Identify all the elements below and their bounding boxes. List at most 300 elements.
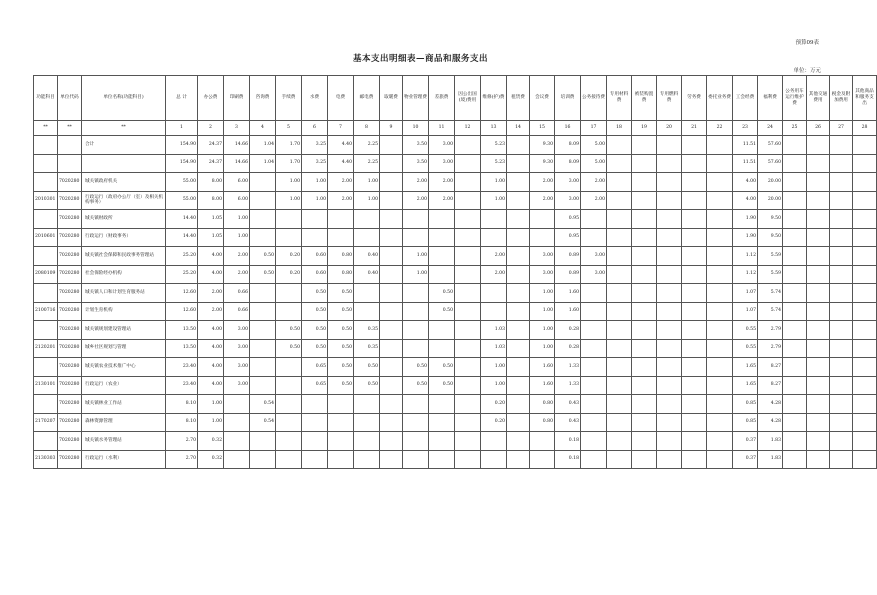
amount-cell	[507, 302, 530, 321]
unit-code-cell: 7020280	[58, 210, 82, 229]
amount-cell	[830, 413, 853, 432]
amount-cell	[403, 395, 429, 414]
unit-name-cell: 城关镇政府机关	[82, 173, 166, 192]
amount-cell	[302, 210, 328, 229]
amount-cell	[783, 450, 807, 469]
amount-cell: 14.40	[166, 210, 198, 229]
amount-cell	[632, 339, 657, 358]
amount-cell	[302, 450, 328, 469]
amount-cell: 0.50	[429, 358, 455, 377]
column-index: 18	[607, 121, 632, 136]
amount-cell	[783, 265, 807, 284]
amount-cell: 3.00	[224, 376, 250, 395]
amount-cell: 20.00	[758, 191, 783, 210]
amount-cell: 0.35	[354, 339, 380, 358]
column-header: 维修(护)费	[481, 76, 507, 121]
amount-cell	[302, 413, 328, 432]
column-index: 9	[380, 121, 403, 136]
amount-cell: 0.18	[555, 432, 581, 451]
function-code-cell	[34, 432, 58, 451]
amount-cell	[455, 321, 481, 340]
amount-cell	[507, 395, 530, 414]
amount-cell	[455, 173, 481, 192]
column-index: 26	[807, 121, 830, 136]
amount-cell	[250, 376, 276, 395]
amount-cell: 4.40	[328, 154, 354, 173]
amount-cell: 2.00	[328, 191, 354, 210]
unit-code-cell: 7020280	[58, 191, 82, 210]
column-index: 12	[455, 121, 481, 136]
amount-cell: 1.00	[276, 173, 302, 192]
amount-cell	[581, 450, 607, 469]
amount-cell	[783, 191, 807, 210]
amount-cell: 1.90	[733, 210, 758, 229]
function-code-cell: 2120201	[34, 339, 58, 358]
amount-cell: 2.00	[481, 265, 507, 284]
column-header: 咨询费	[250, 76, 276, 121]
unit-name-cell: 森林资源管理	[82, 413, 166, 432]
amount-cell: 0.80	[530, 395, 555, 414]
amount-cell	[657, 358, 682, 377]
amount-cell	[276, 376, 302, 395]
amount-cell	[429, 432, 455, 451]
amount-cell	[783, 395, 807, 414]
amount-cell	[607, 173, 632, 192]
amount-cell: 0.50	[354, 358, 380, 377]
unit-name-cell: 城关镇人口和计划生育服务站	[82, 284, 166, 303]
amount-cell: 0.32	[198, 450, 224, 469]
amount-cell	[607, 302, 632, 321]
column-index: 24	[758, 121, 783, 136]
function-code-cell	[34, 395, 58, 414]
amount-cell	[380, 413, 403, 432]
page-code: 预算09表	[795, 40, 819, 46]
amount-cell: 0.20	[481, 413, 507, 432]
amount-cell	[783, 376, 807, 395]
table-row	[34, 210, 877, 229]
amount-cell: 13.50	[166, 321, 198, 340]
amount-cell	[302, 228, 328, 247]
amount-cell: 2.00	[429, 173, 455, 192]
amount-cell: 154.90	[166, 154, 198, 173]
amount-cell	[455, 395, 481, 414]
amount-cell	[830, 376, 853, 395]
amount-cell: 0.50	[328, 321, 354, 340]
function-code-cell	[34, 154, 58, 173]
amount-cell	[657, 321, 682, 340]
amount-cell	[429, 228, 455, 247]
amount-cell	[783, 413, 807, 432]
amount-cell	[830, 450, 853, 469]
column-header: 公务接待费	[581, 76, 607, 121]
unit-name-cell: 城乡社区规划与管理	[82, 339, 166, 358]
amount-cell: 9.30	[530, 136, 555, 155]
amount-cell	[657, 191, 682, 210]
amount-cell	[250, 228, 276, 247]
amount-cell: 2.00	[328, 173, 354, 192]
amount-cell	[507, 210, 530, 229]
amount-cell	[707, 450, 733, 469]
amount-cell: 0.66	[224, 302, 250, 321]
amount-cell	[853, 284, 877, 303]
amount-cell	[707, 358, 733, 377]
amount-cell	[328, 210, 354, 229]
amount-cell: 1.65	[733, 376, 758, 395]
amount-cell: 14.40	[166, 228, 198, 247]
column-index: 21	[682, 121, 707, 136]
amount-cell	[607, 228, 632, 247]
amount-cell: 1.00	[403, 247, 429, 266]
amount-cell: 0.89	[555, 247, 581, 266]
amount-cell	[507, 358, 530, 377]
amount-cell	[380, 265, 403, 284]
amount-cell	[632, 358, 657, 377]
amount-cell	[380, 191, 403, 210]
amount-cell	[403, 432, 429, 451]
unit-name-cell: 行政运行（农业）	[82, 376, 166, 395]
amount-cell	[403, 339, 429, 358]
column-index: 27	[830, 121, 853, 136]
column-header: 单位代码	[58, 76, 82, 121]
column-header: 会议费	[530, 76, 555, 121]
amount-cell	[455, 450, 481, 469]
amount-cell: 1.12	[733, 265, 758, 284]
amount-cell	[830, 358, 853, 377]
amount-cell	[707, 228, 733, 247]
amount-cell: 57.60	[758, 136, 783, 155]
amount-cell	[632, 302, 657, 321]
amount-cell: 2.25	[354, 136, 380, 155]
amount-cell	[481, 432, 507, 451]
amount-cell	[657, 302, 682, 321]
amount-cell	[632, 191, 657, 210]
amount-cell	[403, 210, 429, 229]
amount-cell	[657, 376, 682, 395]
amount-cell: 1.00	[481, 173, 507, 192]
column-header: 被装购置费	[632, 76, 657, 121]
amount-cell: 4.28	[758, 413, 783, 432]
amount-cell	[632, 450, 657, 469]
amount-cell: 1.65	[733, 358, 758, 377]
amount-cell	[830, 265, 853, 284]
amount-cell: 0.65	[302, 358, 328, 377]
amount-cell	[403, 413, 429, 432]
amount-cell: 0.28	[555, 321, 581, 340]
column-header: 差旅费	[429, 76, 455, 121]
amount-cell	[657, 432, 682, 451]
amount-cell: 1.00	[403, 265, 429, 284]
column-index: 6	[302, 121, 328, 136]
amount-cell	[403, 228, 429, 247]
table-row	[34, 339, 877, 358]
amount-cell	[607, 358, 632, 377]
amount-cell: 0.50	[328, 376, 354, 395]
amount-cell: 1.00	[530, 302, 555, 321]
table-row	[34, 154, 877, 173]
column-index: **	[34, 121, 58, 136]
amount-cell	[632, 154, 657, 173]
column-header: 其他交通费用	[807, 76, 830, 121]
amount-cell	[707, 432, 733, 451]
amount-cell: 0.66	[224, 284, 250, 303]
amount-cell	[830, 228, 853, 247]
amount-cell: 0.50	[403, 376, 429, 395]
amount-cell	[657, 395, 682, 414]
column-index: 8	[354, 121, 380, 136]
unit-code-cell: 7020280	[58, 228, 82, 247]
amount-cell: 3.25	[302, 136, 328, 155]
amount-cell	[682, 450, 707, 469]
unit-name-cell: 行政运行（水利）	[82, 450, 166, 469]
column-header: 取暖费	[380, 76, 403, 121]
table-row	[34, 247, 877, 266]
amount-cell: 1.04	[250, 154, 276, 173]
amount-cell: 1.07	[733, 284, 758, 303]
amount-cell: 9.50	[758, 210, 783, 229]
table-row	[34, 376, 877, 395]
amount-cell	[853, 302, 877, 321]
amount-cell: 2.79	[758, 339, 783, 358]
amount-cell: 8.27	[758, 358, 783, 377]
amount-cell: 0.55	[733, 339, 758, 358]
function-code-cell	[34, 136, 58, 155]
amount-cell	[607, 339, 632, 358]
table-row	[34, 450, 877, 469]
column-header: 公务用车运行维护费	[783, 76, 807, 121]
amount-cell	[429, 321, 455, 340]
column-header: 税金及附加费用	[830, 76, 853, 121]
amount-cell	[682, 284, 707, 303]
amount-cell: 23.40	[166, 376, 198, 395]
amount-cell	[481, 450, 507, 469]
amount-cell: 0.80	[328, 247, 354, 266]
amount-cell: 0.54	[250, 395, 276, 414]
amount-cell: 1.00	[354, 173, 380, 192]
amount-cell	[830, 302, 853, 321]
amount-cell: 25.20	[166, 265, 198, 284]
amount-cell	[830, 321, 853, 340]
amount-cell: 0.40	[354, 265, 380, 284]
amount-cell	[807, 376, 830, 395]
column-index: 16	[555, 121, 581, 136]
amount-cell	[507, 247, 530, 266]
column-header: 福利费	[758, 76, 783, 121]
amount-cell	[581, 432, 607, 451]
amount-cell	[380, 173, 403, 192]
amount-cell: 1.00	[224, 210, 250, 229]
amount-cell: 3.25	[302, 154, 328, 173]
amount-cell: 5.59	[758, 265, 783, 284]
amount-cell: 0.50	[276, 321, 302, 340]
amount-cell: 0.37	[733, 450, 758, 469]
amount-cell	[380, 228, 403, 247]
amount-cell	[250, 432, 276, 451]
unit-code-cell: 7020280	[58, 173, 82, 192]
amount-cell	[328, 395, 354, 414]
amount-cell	[607, 136, 632, 155]
amount-cell	[853, 173, 877, 192]
column-header: 单位名称(功能科目)	[82, 76, 166, 121]
amount-cell: 0.60	[302, 265, 328, 284]
amount-cell	[682, 210, 707, 229]
amount-cell	[657, 247, 682, 266]
column-index: 19	[632, 121, 657, 136]
amount-cell: 8.09	[555, 136, 581, 155]
amount-cell: 8.00	[198, 173, 224, 192]
amount-cell	[853, 395, 877, 414]
unit-name-cell: 城关镇财政所	[82, 210, 166, 229]
column-index: **	[58, 121, 82, 136]
expenditure-table	[33, 75, 877, 469]
amount-cell	[455, 432, 481, 451]
amount-cell: 3.00	[224, 321, 250, 340]
amount-cell	[429, 247, 455, 266]
unit-code-cell: 7020280	[58, 358, 82, 377]
amount-cell: 3.00	[429, 136, 455, 155]
amount-cell	[403, 321, 429, 340]
amount-cell: 14.66	[224, 136, 250, 155]
amount-cell: 25.20	[166, 247, 198, 266]
amount-cell	[807, 339, 830, 358]
amount-cell	[632, 173, 657, 192]
amount-cell	[403, 302, 429, 321]
amount-cell	[830, 154, 853, 173]
amount-cell	[807, 154, 830, 173]
amount-cell: 8.27	[758, 376, 783, 395]
unit-name-cell: 城关镇规划建设管理站	[82, 321, 166, 340]
amount-cell	[632, 284, 657, 303]
amount-cell: 4.00	[198, 376, 224, 395]
amount-cell: 1.03	[481, 321, 507, 340]
unit-code-cell: 7020280	[58, 339, 82, 358]
amount-cell	[783, 302, 807, 321]
amount-cell: 3.00	[530, 265, 555, 284]
amount-cell: 1.90	[733, 228, 758, 247]
function-code-cell	[34, 210, 58, 229]
amount-cell	[530, 450, 555, 469]
amount-cell	[682, 339, 707, 358]
amount-cell: 57.60	[758, 154, 783, 173]
amount-cell	[380, 395, 403, 414]
amount-cell	[507, 154, 530, 173]
amount-cell: 1.60	[555, 302, 581, 321]
column-header: 物业管理费	[403, 76, 429, 121]
amount-cell: 5.23	[481, 154, 507, 173]
amount-cell	[807, 321, 830, 340]
table-row	[34, 265, 877, 284]
table-row	[34, 173, 877, 192]
amount-cell: 1.00	[481, 358, 507, 377]
amount-cell: 2.00	[481, 247, 507, 266]
amount-cell	[707, 191, 733, 210]
amount-cell	[250, 284, 276, 303]
amount-cell	[250, 210, 276, 229]
amount-cell: 0.43	[555, 395, 581, 414]
amount-cell	[455, 358, 481, 377]
amount-cell	[607, 395, 632, 414]
amount-cell: 3.00	[555, 173, 581, 192]
amount-cell: 2.00	[581, 191, 607, 210]
column-index: 14	[507, 121, 530, 136]
amount-cell: 2.00	[429, 191, 455, 210]
amount-cell	[657, 173, 682, 192]
function-code-cell: 2130303	[34, 450, 58, 469]
amount-cell	[276, 228, 302, 247]
amount-cell	[455, 413, 481, 432]
table-row	[34, 413, 877, 432]
amount-cell: 1.00	[530, 284, 555, 303]
amount-cell: 0.50	[429, 284, 455, 303]
amount-cell: 5.59	[758, 247, 783, 266]
amount-cell	[807, 413, 830, 432]
amount-cell: 0.95	[555, 210, 581, 229]
amount-cell	[380, 154, 403, 173]
amount-cell	[455, 265, 481, 284]
amount-cell	[380, 376, 403, 395]
amount-cell	[250, 339, 276, 358]
amount-cell	[224, 395, 250, 414]
amount-cell	[507, 228, 530, 247]
table-row	[34, 136, 877, 155]
amount-cell	[581, 228, 607, 247]
amount-cell	[830, 191, 853, 210]
amount-cell: 3.00	[224, 339, 250, 358]
amount-cell: 2.70	[166, 450, 198, 469]
amount-cell	[455, 302, 481, 321]
amount-cell: 2.00	[198, 302, 224, 321]
amount-cell	[807, 210, 830, 229]
amount-cell: 0.60	[302, 247, 328, 266]
amount-cell	[403, 450, 429, 469]
amount-cell	[707, 395, 733, 414]
unit-name-cell: 计划生育机构	[82, 302, 166, 321]
amount-cell	[581, 284, 607, 303]
unit-name-cell: 合计	[82, 136, 166, 155]
amount-cell	[830, 395, 853, 414]
amount-cell: 0.85	[733, 395, 758, 414]
amount-cell	[657, 265, 682, 284]
amount-cell	[707, 154, 733, 173]
unit-name-cell: 城关镇社会保障和民政事务管理站	[82, 247, 166, 266]
function-code-cell	[34, 358, 58, 377]
amount-cell	[429, 210, 455, 229]
amount-cell: 2.00	[198, 284, 224, 303]
amount-cell	[276, 395, 302, 414]
column-header: 邮电费	[354, 76, 380, 121]
amount-cell	[455, 247, 481, 266]
column-header: 其他商品和服务支出	[853, 76, 877, 121]
amount-cell: 11.51	[733, 154, 758, 173]
unit-name-cell: 行政运行（政府办公厅（室）及相关机构事务）	[82, 191, 166, 210]
column-header: 电费	[328, 76, 354, 121]
amount-cell	[707, 284, 733, 303]
amount-cell: 1.00	[354, 191, 380, 210]
amount-cell: 1.00	[530, 339, 555, 358]
amount-cell	[682, 321, 707, 340]
column-header: 培训费	[555, 76, 581, 121]
amount-cell	[380, 302, 403, 321]
unit-code-cell: 7020280	[58, 265, 82, 284]
amount-cell	[581, 210, 607, 229]
amount-cell	[707, 376, 733, 395]
amount-cell	[581, 413, 607, 432]
amount-cell: 0.50	[302, 284, 328, 303]
amount-cell	[853, 413, 877, 432]
table-body	[34, 136, 877, 469]
amount-cell: 4.40	[328, 136, 354, 155]
amount-cell	[682, 228, 707, 247]
amount-cell: 4.00	[198, 321, 224, 340]
